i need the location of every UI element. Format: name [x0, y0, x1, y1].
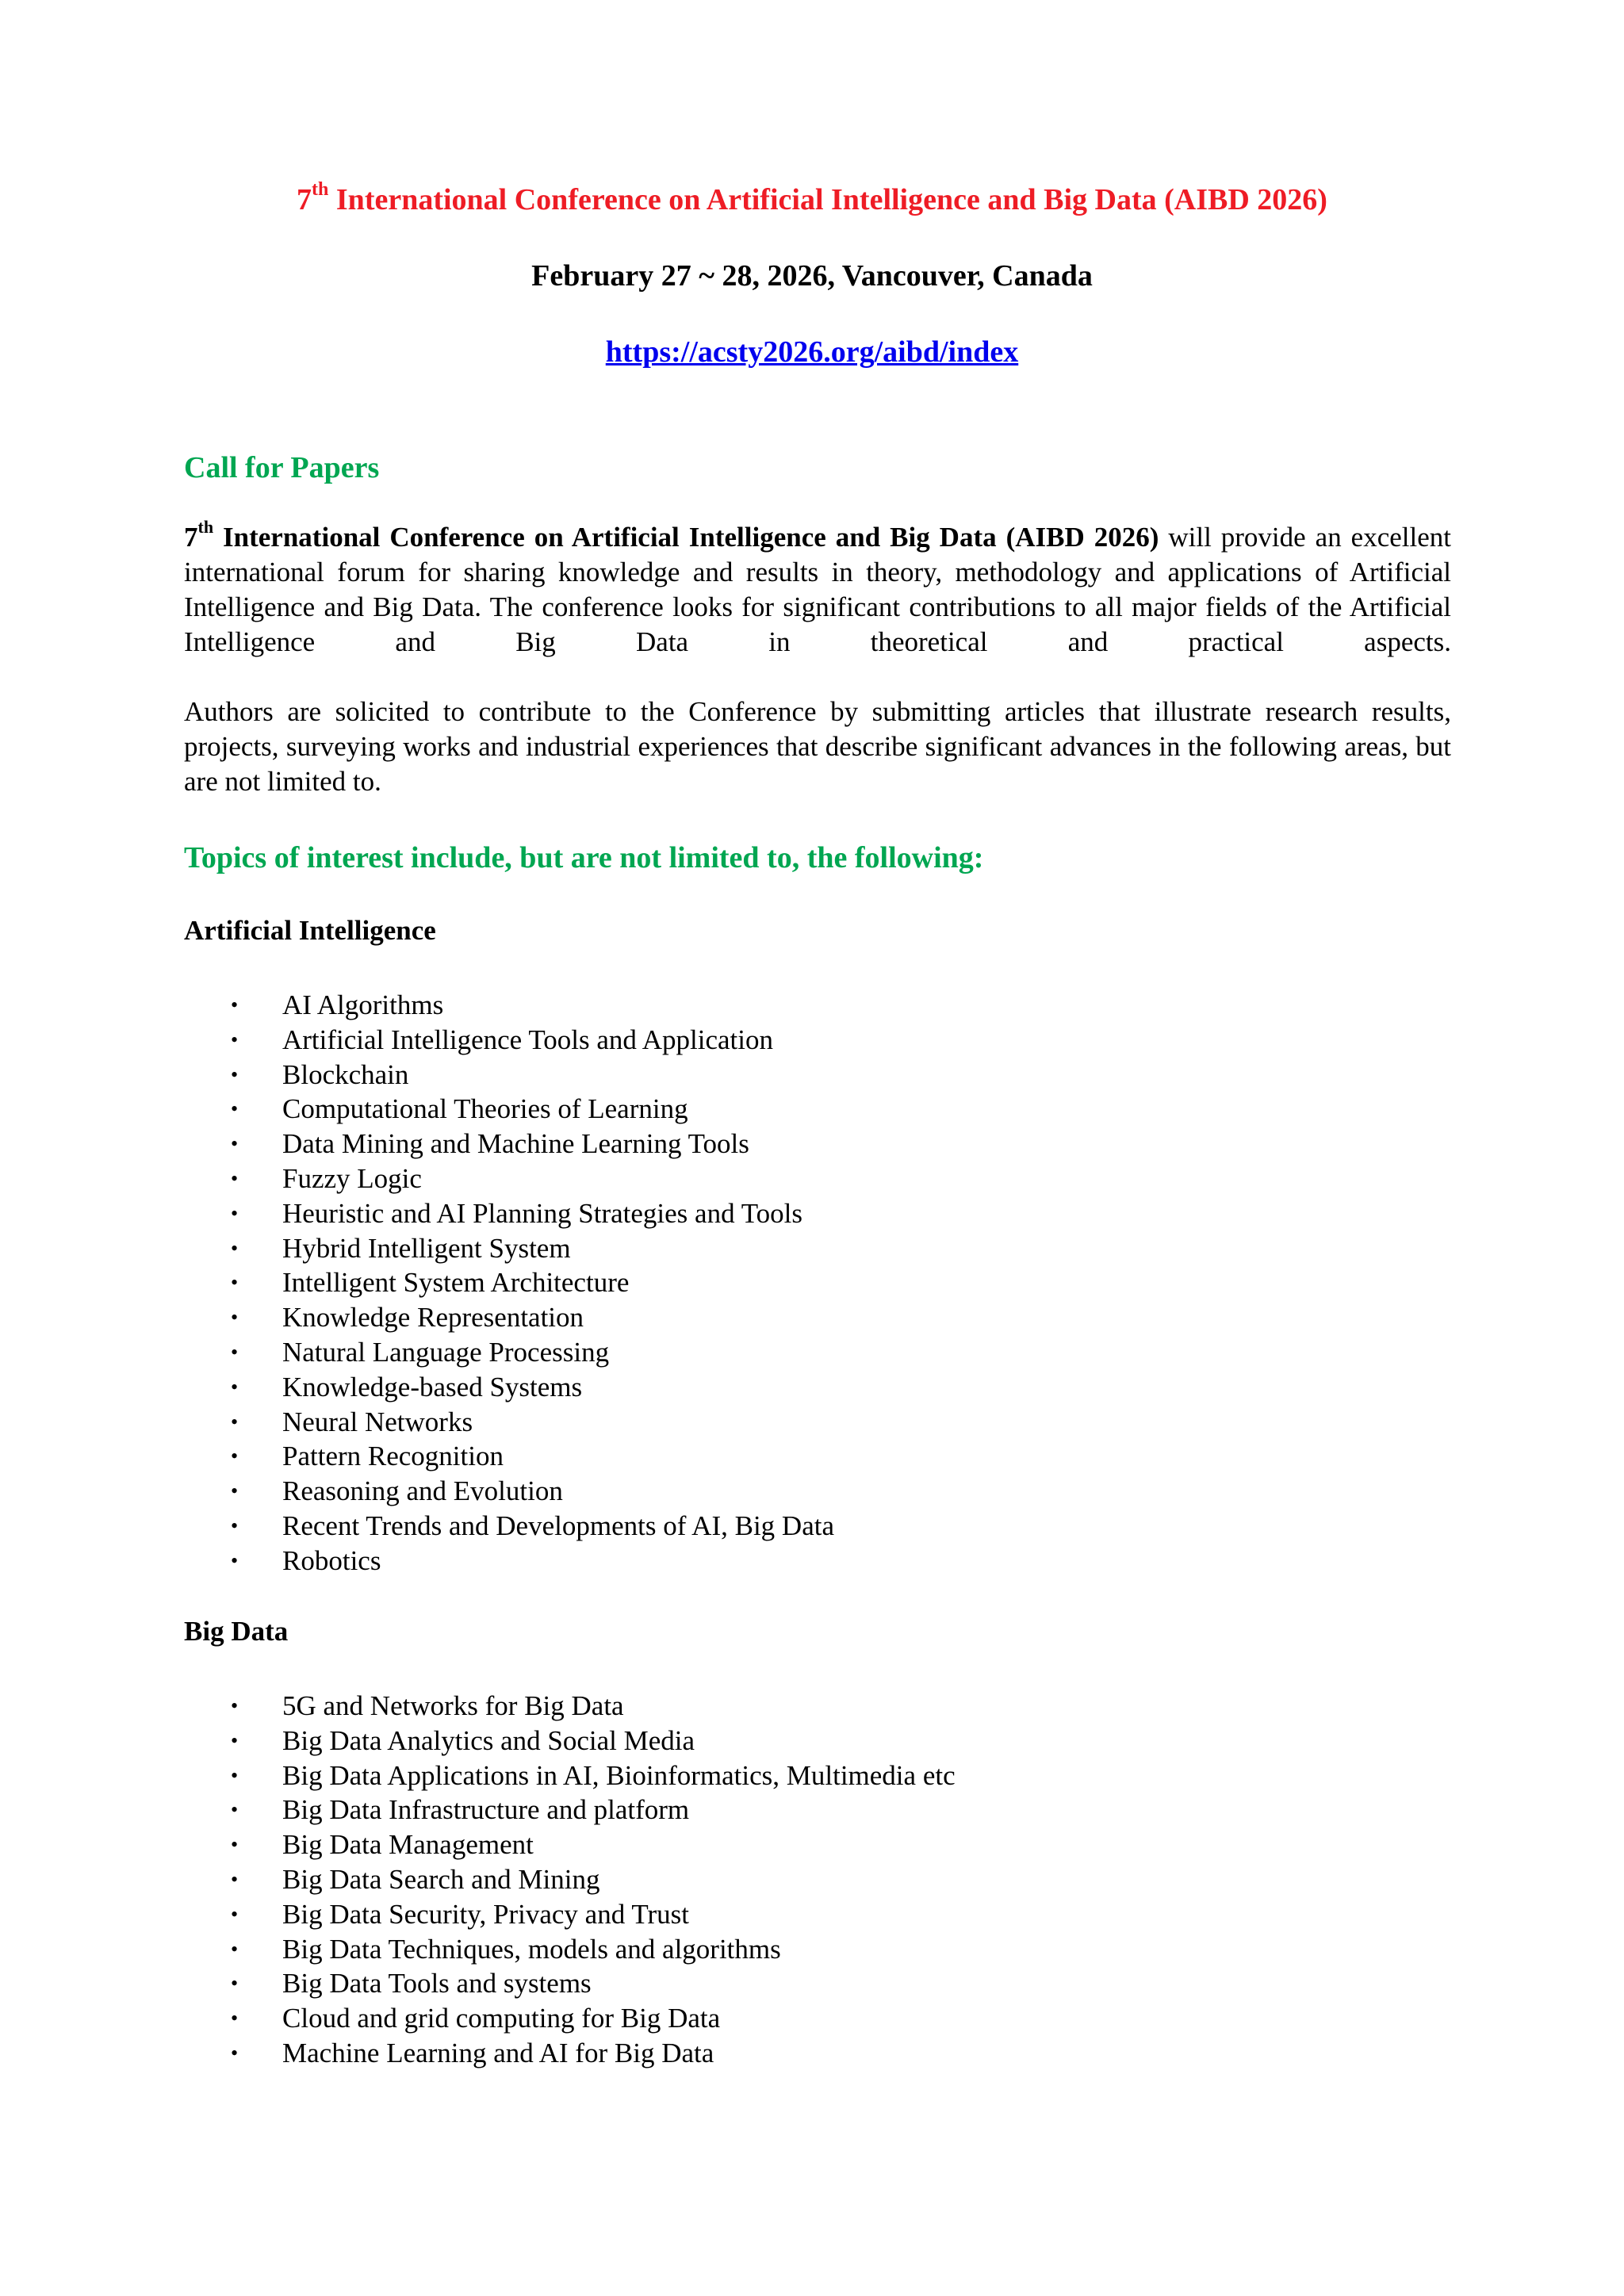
topic-label: Big Data Search and Mining: [282, 1863, 600, 1895]
list-item: [184, 1161, 834, 1196]
intro-ordinal-suffix: th: [197, 517, 214, 538]
bullet-icon: •: [231, 1027, 239, 1051]
list-item: [184, 988, 834, 1023]
call-for-papers-heading: Call for Papers: [184, 451, 380, 484]
list-item: [184, 1370, 834, 1405]
artificial-intelligence-topic-list: [184, 988, 834, 1578]
topic-label: Heuristic and AI Planning Strategies and Tools: [282, 1197, 802, 1229]
title-ordinal-suffix: th: [312, 179, 329, 201]
bullet-icon: •: [231, 1375, 239, 1399]
bullet-icon: •: [231, 1902, 239, 1926]
list-item: [184, 1509, 834, 1544]
conference-url-link[interactable]: https://acsty2026.org/aibd/index: [605, 335, 1019, 369]
topic-label: Big Data Tools and systems: [282, 1968, 592, 1999]
list-item: [184, 1231, 834, 1266]
conference-url-line: [0, 328, 1624, 376]
topic-label: Big Data Infrastructure and platform: [282, 1794, 690, 1826]
title-text: International Conference on Artificial Intelligence and Big Data (AIBD 2026): [328, 183, 1327, 216]
list-item: [184, 1405, 834, 1440]
bullet-icon: •: [231, 1937, 239, 1961]
list-item: [184, 1196, 834, 1231]
list-item: [184, 1724, 956, 1758]
topic-label: Big Data Management: [282, 1829, 534, 1861]
bullet-icon: •: [231, 993, 239, 1016]
topic-label: Fuzzy Logic: [282, 1162, 422, 1194]
bullet-icon: •: [231, 1201, 239, 1225]
intro-conference-name: [184, 517, 1159, 553]
list-item: [184, 1793, 956, 1827]
topic-label: Natural Language Processing: [282, 1336, 610, 1368]
topic-label: Computational Theories of Learning: [282, 1093, 688, 1125]
bullet-icon: •: [231, 1166, 239, 1190]
list-item: [184, 1265, 834, 1300]
bullet-icon: •: [231, 1410, 239, 1433]
bullet-icon: •: [231, 1097, 239, 1121]
list-item: [184, 1862, 956, 1897]
topic-label: AI Algorithms: [282, 989, 444, 1020]
bullet-icon: •: [231, 1445, 239, 1468]
bullet-icon: •: [231, 1132, 239, 1156]
topic-label: Hybrid Intelligent System: [282, 1232, 571, 1264]
intro-ordinal: 7: [184, 522, 198, 553]
topic-label: Data Mining and Machine Learning Tools: [282, 1128, 749, 1160]
list-item: [184, 1932, 956, 1967]
bullet-icon: •: [231, 1306, 239, 1330]
bullet-icon: •: [231, 1271, 239, 1295]
bullet-icon: •: [231, 1867, 239, 1891]
bullet-icon: •: [231, 2041, 239, 2064]
list-item: [184, 1689, 956, 1724]
bullet-icon: •: [231, 1062, 239, 1086]
list-item: [184, 1439, 834, 1474]
topic-label: Blockchain: [282, 1058, 409, 1090]
bullet-icon: •: [231, 1763, 239, 1787]
bullet-icon: •: [231, 2007, 239, 2030]
topic-label: Big Data Applications in AI, Bioinformatics, Multimedia etc: [282, 1759, 956, 1791]
bullet-icon: •: [231, 1972, 239, 1996]
list-item: [184, 1474, 834, 1509]
topic-label: Big Data Security, Privacy and Trust: [282, 1898, 689, 1930]
list-item: [184, 2036, 956, 2071]
list-item: [184, 2001, 956, 2036]
list-item: [184, 1092, 834, 1127]
topic-label: Knowledge Representation: [282, 1302, 584, 1334]
bullet-icon: •: [231, 1479, 239, 1503]
topic-label: Big Data Analytics and Social Media: [282, 1724, 695, 1756]
topics-heading: Topics of interest include, but are not limited to, the following:: [184, 841, 984, 874]
intro-paragraph: [184, 517, 1451, 660]
topic-label: Artificial Intelligence Tools and Application: [282, 1024, 773, 1055]
bullet-icon: •: [231, 1340, 239, 1364]
list-item: [184, 1544, 834, 1578]
topic-label: Knowledge-based Systems: [282, 1371, 583, 1402]
section-title-big-data: Big Data: [184, 1616, 289, 1647]
bullet-icon: •: [231, 1694, 239, 1717]
topic-label: Pattern Recognition: [282, 1441, 504, 1472]
list-item: [184, 1897, 956, 1932]
list-item: [184, 1758, 956, 1793]
intro-body: will provide an excellent international forum for sharing knowledge and results in theory, methodology and applications of Artificial Intelligence and Big Data. The conference looks for significant contributions to all major fields of the Artificial Intelligence and Big Data in theoretical and practical aspects.: [184, 522, 1451, 657]
list-item: [184, 1827, 956, 1862]
bullet-icon: •: [231, 1728, 239, 1752]
list-item: [184, 1058, 834, 1093]
bullet-icon: •: [231, 1513, 239, 1537]
topic-label: Recent Trends and Developments of AI, Big Data: [282, 1510, 835, 1541]
topic-label: Neural Networks: [282, 1406, 473, 1437]
topic-label: Intelligent System Architecture: [282, 1267, 630, 1299]
list-item: [184, 1300, 834, 1335]
bullet-icon: •: [231, 1548, 239, 1572]
title-ordinal: 7: [297, 183, 312, 216]
list-item: [184, 1966, 956, 2001]
date-location: February 27 ~ 28, 2026, Vancouver, Canada: [531, 259, 1093, 293]
topic-label: Robotics: [282, 1544, 381, 1576]
bullet-icon: •: [231, 1833, 239, 1857]
topic-label: Reasoning and Evolution: [282, 1475, 563, 1507]
list-item: [184, 1335, 834, 1370]
list-item: [184, 1023, 834, 1058]
topic-label: Big Data Techniques, models and algorithms: [282, 1933, 781, 1965]
big-data-topic-list: [184, 1689, 956, 2071]
topic-label: 5G and Networks for Big Data: [282, 1690, 624, 1721]
list-item: [184, 1127, 834, 1161]
bullet-icon: •: [231, 1236, 239, 1260]
topic-label: Machine Learning and AI for Big Data: [282, 2037, 714, 2068]
topic-label: Cloud and grid computing for Big Data: [282, 2003, 721, 2034]
bullet-icon: •: [231, 1798, 239, 1822]
intro-conference-title: International Conference on Artificial Intelligence and Big Data (AIBD 2026): [213, 522, 1159, 553]
conference-title: [0, 176, 1624, 224]
authors-paragraph: Authors are solicited to contribute to the Conference by submitting articles that illustrate research results, projects, surveying works and industrial experiences that describe significant advances in the following areas, but are not limited to.: [184, 696, 1451, 797]
section-title-artificial-intelligence: Artificial Intelligence: [184, 915, 436, 946]
